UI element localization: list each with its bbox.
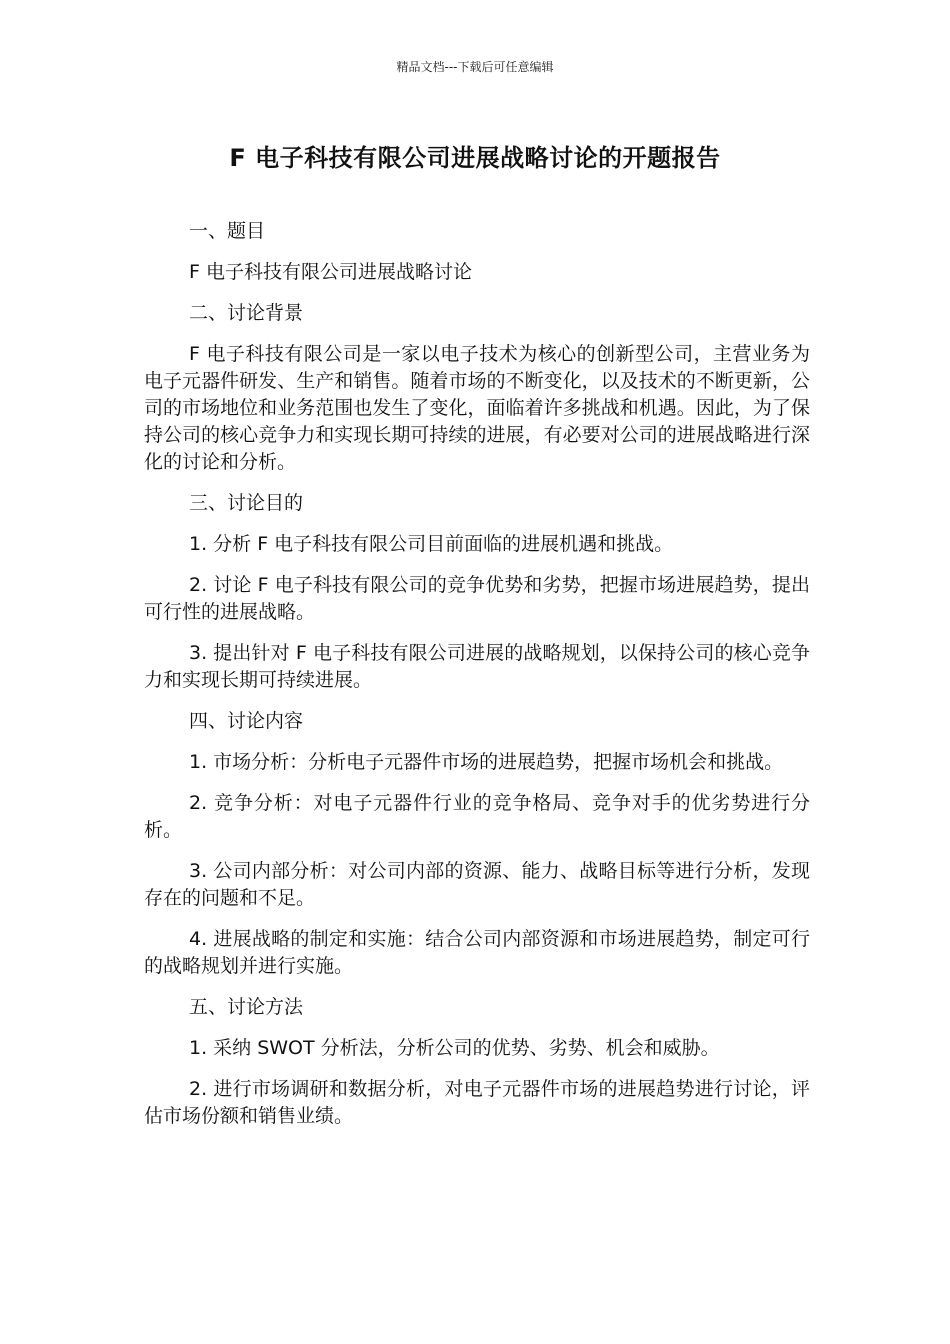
document-body (144, 218, 810, 1144)
purpose-item-3: 3. 提出针对 F 电子科技有限公司进展的战略规划，以保持公司的核心竞争力和实现长期可持续进展。 (144, 642, 810, 691)
header-note: 精品文档---下载后可任意编辑 (396, 60, 554, 74)
section-heading-methods: 五、讨论方法 (189, 996, 304, 1018)
section-heading-topic: 一、题目 (189, 220, 266, 242)
topic-text: F 电子科技有限公司进展战略讨论 (189, 261, 472, 283)
method-item-2: 2. 进行市场调研和数据分析，对电子元器件市场的进展趋势进行讨论，评估市场份额和销售业绩。 (144, 1078, 810, 1127)
purpose-item-1: 1. 分析 F 电子科技有限公司目前面临的进展机遇和挑战。 (189, 533, 674, 555)
document-title: F 电子科技有限公司进展战略讨论的开题报告 (229, 144, 721, 172)
content-item-1: 1. 市场分析：分析电子元器件市场的进展趋势，把握市场机会和挑战。 (189, 751, 784, 773)
section-heading-content: 四、讨论内容 (189, 710, 304, 732)
content-item-3: 3. 公司内部分析：对公司内部的资源、能力、战略目标等进行分析，发现存在的问题和不足。 (144, 860, 810, 909)
content-item-2: 2. 竞争分析：对电子元器件行业的竞争格局、竞争对手的优劣势进行分析。 (144, 792, 810, 841)
method-item-1: 1. 采纳 SWOT 分析法，分析公司的优势、劣势、机会和威胁。 (189, 1037, 720, 1059)
content-item-4: 4. 进展战略的制定和实施：结合公司内部资源和市场进展趋势，制定可行的战略规划并进行实施。 (144, 928, 810, 977)
background-paragraph: F 电子科技有限公司是一家以电子技术为核心的创新型公司，主营业务为电子元器件研发、生产和销售。随着市场的不断变化，以及技术的不断更新，公司的市场地位和业务范围也发生了变化，面临着许多挑战和机遇。因此，为了保持公司的核心竞争力和实现长期可持续的进展，有必要对公司的进展战略进行深化的讨论和分析。 (144, 343, 810, 473)
purpose-item-2: 2. 讨论 F 电子科技有限公司的竞争优势和劣势，把握市场进展趋势，提出可行性的进展战略。 (144, 574, 810, 623)
section-heading-purpose: 三、讨论目的 (189, 492, 304, 514)
section-heading-background: 二、讨论背景 (189, 302, 304, 324)
